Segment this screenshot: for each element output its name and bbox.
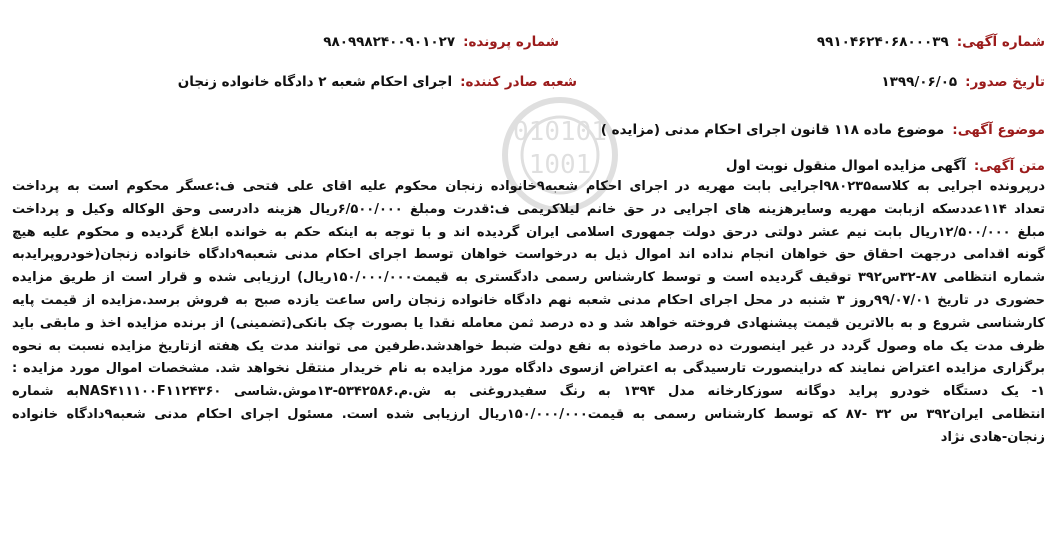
- text-heading: [726, 158, 1045, 174]
- case-number-value: ۹۸۰۹۹۸۲۴۰۰۹۰۱۰۲۷: [323, 34, 456, 50]
- body-line: درپرونده اجرایی به کلاسه۹۸۰۲۳۵اجرایی بابت مهریه در اجرای احکام شعبه۹خانواده زنجان محکوم علیه اقای علی فتحی ف:عسگر محکوم است به پرداخت: [12, 179, 1045, 194]
- body-line: زنجان-هادی نژاد: [940, 429, 1045, 445]
- body-line: انتظامی ایران۳۹۲ س ۳۲ -۸۷ که توسط کارشناس رسمی به قیمت۱۵۰/۰۰۰/۰۰۰ریال ارزیابی شده است. مسئول اجرای احکام مدنی شعبه۹دادگاه خانواده: [12, 406, 1045, 422]
- subject-label: موضوع آگهی:: [952, 122, 1045, 138]
- issue-date: [881, 74, 1045, 90]
- issue-date-label: تاریخ صدور:: [965, 74, 1045, 90]
- issuing-branch: [178, 74, 577, 90]
- text-title: آگهی مزایده اموال منقول نوبت اول: [725, 158, 966, 174]
- announcement-number-label: شماره آگهی:: [956, 34, 1045, 50]
- text-label: متن آگهی:: [973, 158, 1045, 174]
- subject-value: موضوع ماده ۱۱۸ قانون اجرای احکام مدنی (مزایده ): [600, 122, 945, 138]
- announcement-number-value: ۹۹۱۰۴۶۲۴۰۶۸۰۰۰۳۹: [816, 34, 949, 50]
- body-line: حضوری در تاریخ ۹۹/۰۷/۰۱روز ۳ شنبه در محل اجرای احکام مدنی شعبه نهم دادگاه خانواده زنجان راس ساعت یازده صبح به فروش برسد.مزایده از قیمت پایه: [12, 292, 1045, 308]
- body-line: تعداد ۱۱۴عددسکه ازبابت مهریه وسایرهزینه های اجرایی در حق خانم لیلاکریمی ف:قدرت ومبلغ ۶/۵۰۰/۰۰۰ریال هزینه دادرسی وحق الوکاله وکیل و پرداخت: [12, 201, 1045, 217]
- body-line: مبلغ ۱۲/۵۰۰/۰۰۰ریال بابت نیم عشر دولتی درحق دولت جمهوری اسلامی ایران گردیده اند و با توجه به اینکه حکم به خوانده ابلاغ گردیده و محکوم علیه هیچ: [12, 224, 1045, 240]
- subject: [601, 122, 1045, 138]
- issuing-branch-label: شعبه صادر کننده:: [460, 74, 577, 90]
- body-line: گونه اقدامی درجهت احقاق حق خواهان انجام نداده اند اموال ذیل به درخواست خواهان توسط اجرای احکام مدنی شعبه۹دادگاه خانواده زنجان(خودروپرایدبه: [12, 247, 1045, 263]
- case-number: [323, 34, 559, 50]
- issuing-branch-value: اجرای احکام شعبه ۲ دادگاه خانواده زنجان: [177, 74, 453, 90]
- svg-text:1001: 1001: [528, 150, 592, 180]
- body-line: برگزاری مزایده اعتراض نمایند که دراینصورت تارسیدگی به اعتراض ازسوی دادگاه مورد مزایده به نام خریدار منتقل نخواهد شد. مشخصات اموال مورد مزایده :: [12, 361, 1045, 377]
- svg-text:010101: 010101: [513, 117, 607, 147]
- announcement-body: [12, 176, 1045, 450]
- body-line: شماره انتظامی ۸۷-۳۲س۳۹۲ توقیف گردیده است و توسط کارشناس رسمی دادگستری به قیمت۱۵۰/۰۰۰/۰۰۰ریال) ارزیابی شده و قرار است از طریق مزایده: [12, 270, 1045, 286]
- case-number-label: شماره پرونده:: [463, 34, 559, 50]
- body-line: ظرف مدت یک ماه وصول گردد در غیر اینصورت ده درصد ماخوذه به نفع دولت ضبط خواهدشد.طرفین می توانند مدت یک هفته ازتاریخ مزایده نسبت به نحوه: [12, 338, 1045, 354]
- issue-date-value: ۱۳۹۹/۰۶/۰۵: [881, 74, 958, 90]
- announcement-number: [817, 34, 1045, 50]
- body-line: ۱- یک دستگاه خودرو پراید دوگانه سوزکارخانه مدل ۱۳۹۴ به رنگ سفیدروغنی به ش.م.۵۳۴۲۵۸۶-۱۳موش.شاسی NAS۴۱۱۱۰۰F۱۱۲۴۳۶۰به شماره: [12, 384, 1045, 400]
- body-line: کارشناسی شروع و به بالاترین قیمت پیشنهادی فروخته خواهد شد و ده درصد ثمن معامله نقدا یا بصورت چک بانکی(تضمینی) از برنده مزایده اخذ و مابقی باید: [12, 315, 1045, 331]
